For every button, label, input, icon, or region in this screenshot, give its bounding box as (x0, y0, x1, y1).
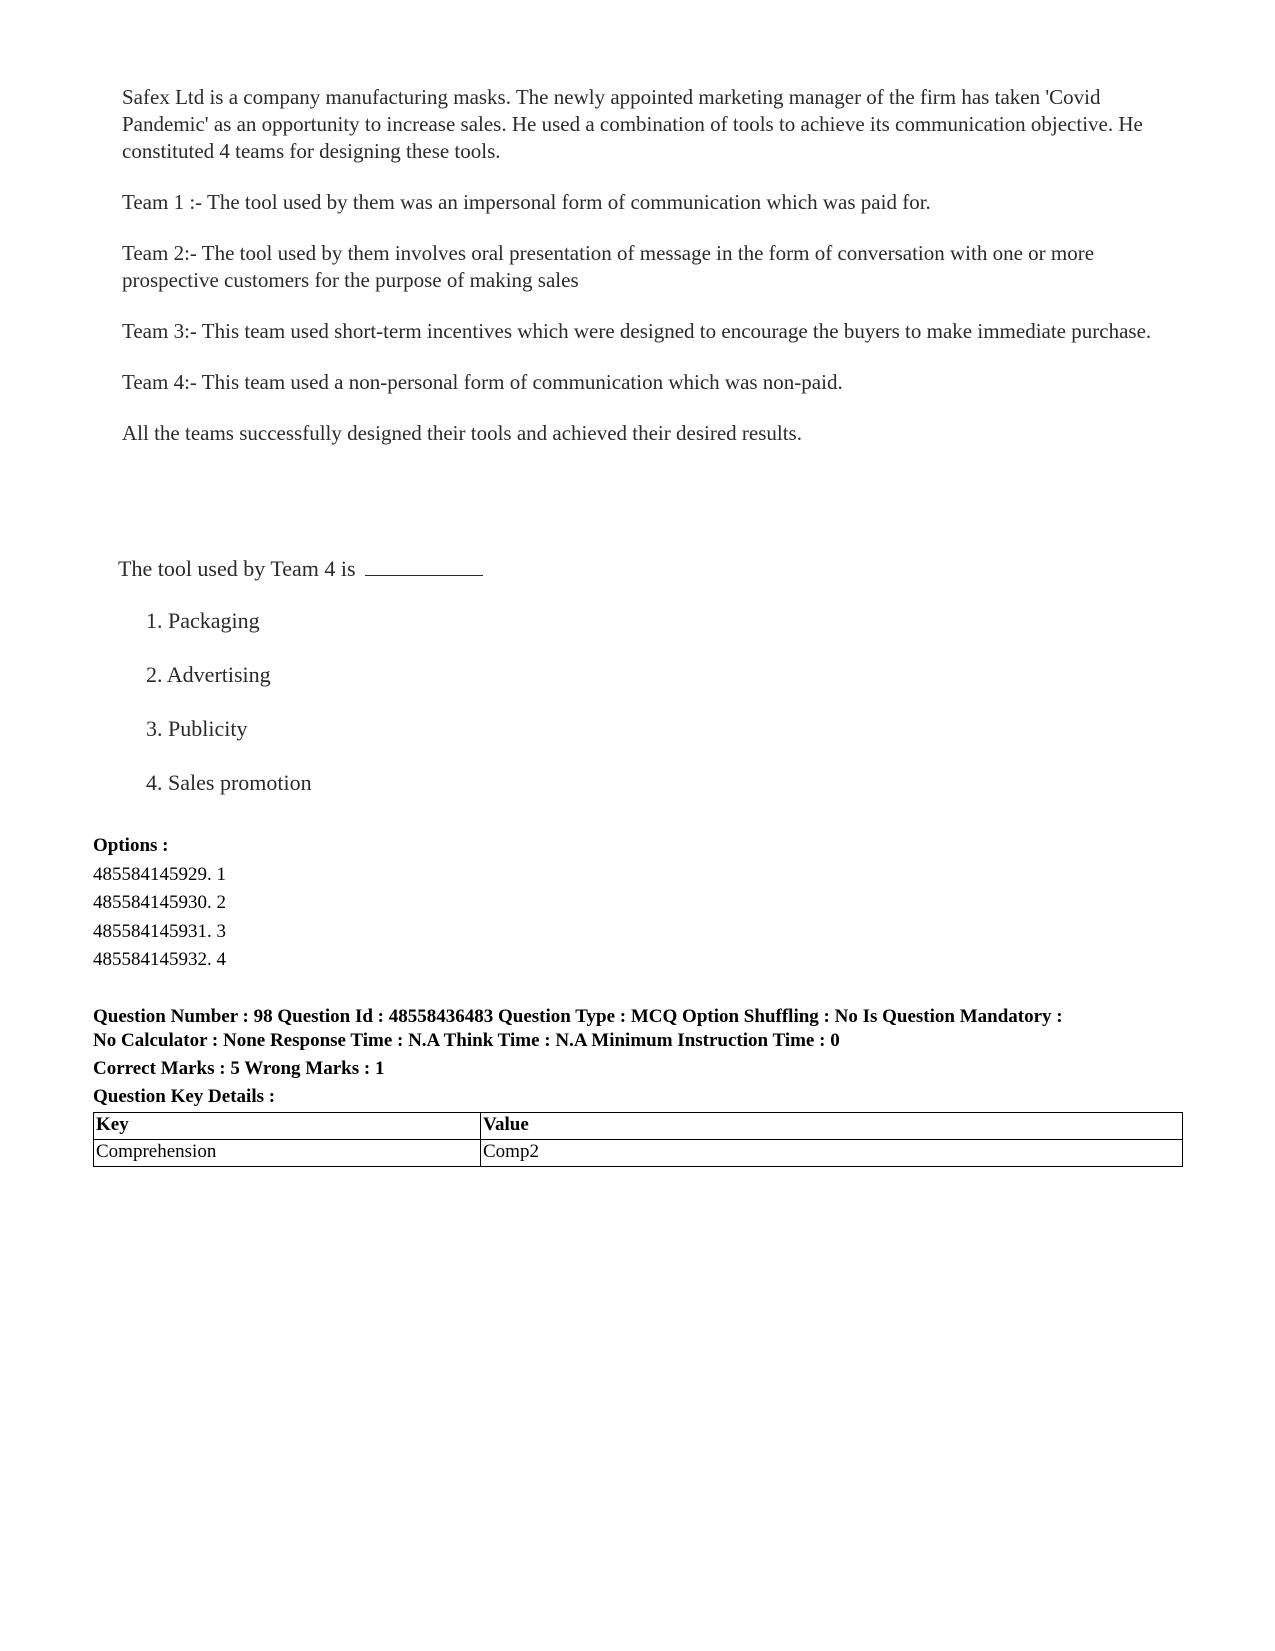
question-metadata (93, 1005, 1193, 1109)
answer-choices (146, 608, 312, 824)
choice-item: 4. Sales promotion (146, 770, 312, 795)
options-block (93, 832, 226, 975)
answer-blank (365, 557, 483, 576)
passage-team-2: Team 2:- The tool used by them involves oral presentation of message in the form of conversation with one or more prospective customers for the purpose of making sales (122, 241, 1095, 292)
passage-team-4: Team 4:- This team used a non-personal form of communication which was non-paid. (122, 370, 843, 394)
choice-item: 2. Advertising (146, 662, 271, 687)
choice-item: 3. Publicity (146, 716, 248, 741)
key-details-heading: Question Key Details : (93, 1086, 276, 1107)
marks-line: Correct Marks : 5 Wrong Marks : 1 (93, 1058, 385, 1079)
option-id-item: 485584145929. 1 (93, 863, 226, 885)
table-header-value: Value (481, 1113, 1183, 1140)
table-header-row (94, 1113, 1183, 1140)
option-id-item: 485584145932. 4 (93, 949, 226, 970)
passage-conclusion: All the teams successfully designed their tools and achieved their desired results. (122, 421, 802, 445)
question-key-table (93, 1112, 1183, 1167)
comprehension-passage (122, 84, 1172, 471)
passage-intro: Safex Ltd is a company manufacturing masks. The newly appointed marketing manager of the firm has taken 'Covid Pandemic' as an opportunity to increase sales. He used a combination of tools to achieve its communication objective. He constituted 4 teams for designing these tools. (122, 85, 1143, 163)
table-header-key: Key (94, 1113, 481, 1140)
question-stem (118, 556, 483, 582)
question-meta-line-cont: No Calculator : None Response Time : N.A Think Time : N.A Minimum Instruction Time : 0 (93, 1030, 840, 1051)
option-id-item: 485584145930. 2 (93, 892, 226, 913)
choice-item: 1. Packaging (146, 608, 260, 633)
passage-team-3: Team 3:- This team used short-term incentives which were designed to encourage the buyers to make immediate purchase. (122, 319, 1152, 343)
passage-team-1: Team 1 :- The tool used by them was an impersonal form of communication which was paid for. (122, 190, 931, 214)
table-cell-value: Comp2 (481, 1140, 1183, 1167)
options-title: Options : (93, 835, 169, 856)
question-meta-line: Question Number : 98 Question Id : 48558436483 Question Type : MCQ Option Shuffling : No Is Question Mandatory : (93, 1006, 1063, 1027)
table-row (94, 1140, 1183, 1167)
table-cell-key: Comprehension (94, 1140, 481, 1167)
option-id-item: 485584145931. 3 (93, 920, 226, 942)
question-stem-text: The tool used by Team 4 is (118, 556, 356, 581)
